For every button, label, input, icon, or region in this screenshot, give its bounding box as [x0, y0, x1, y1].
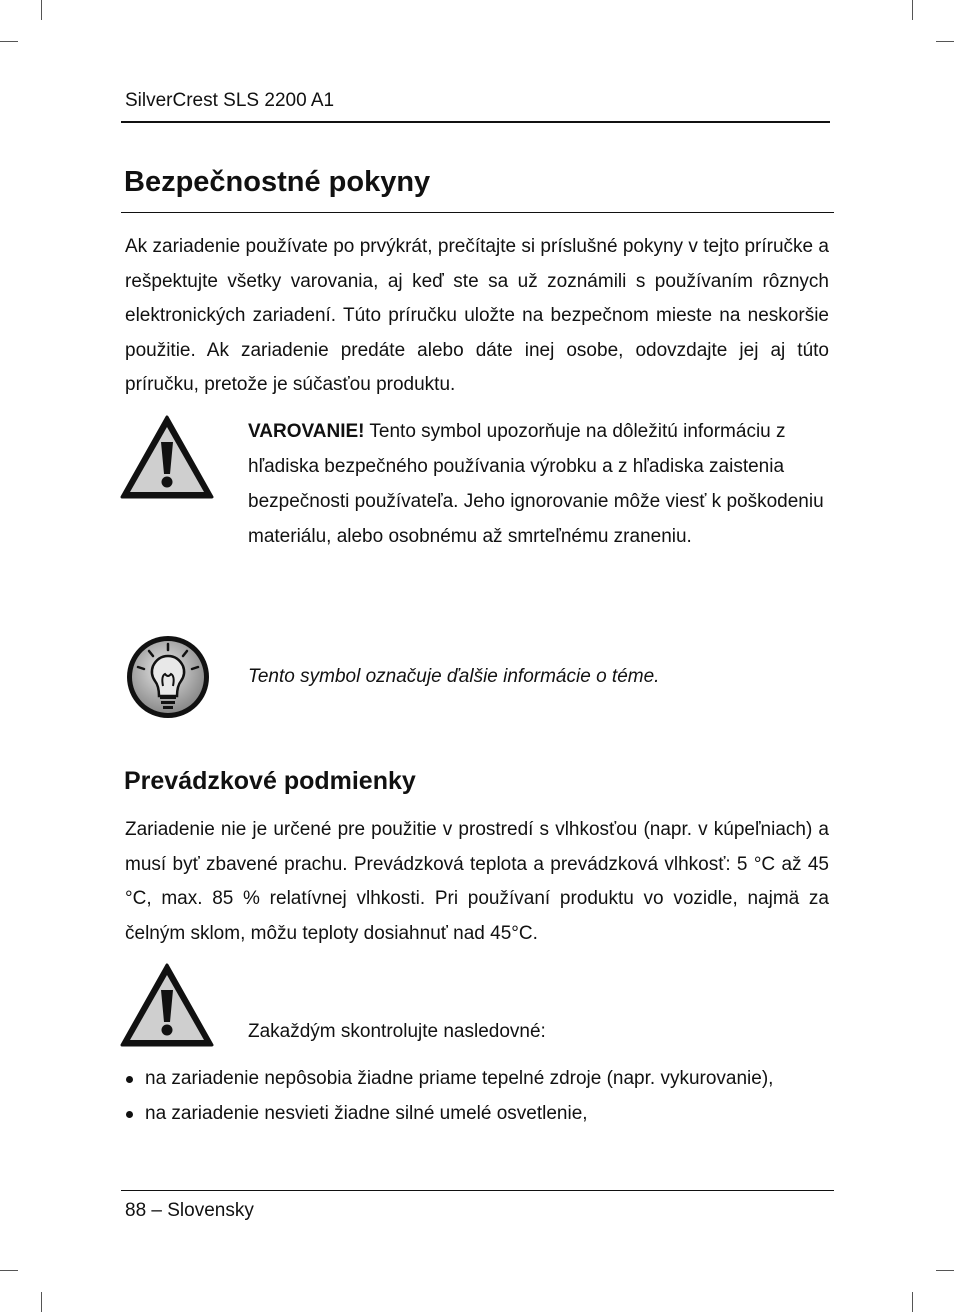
crop-mark	[41, 0, 42, 20]
title-rule	[121, 212, 834, 213]
crop-mark	[936, 1270, 954, 1271]
operating-paragraph: Zariadenie nie je určené pre použitie v prostredí s vlhkosťou (napr. v kúpeľniach) a musí byť zbavené prachu. Prevádzková teplota a prevádzková vlhkosť: 5 °C až 45 °C, max. 85 % relatívnej vlhkosti. Pri používaní produktu vo vozidle, najmä za čelným sklom, môžu teploty dosiahnuť nad 45°C.	[125, 819, 829, 944]
warning-triangle-icon	[119, 414, 215, 500]
warning-label: VAROVANIE!	[248, 421, 365, 442]
list-item: na zariadenie nesvieti žiadne silné umelé osvetlenie,	[125, 1097, 773, 1132]
crop-mark	[0, 1270, 18, 1271]
crop-mark	[936, 41, 954, 42]
lightbulb-icon	[125, 634, 211, 720]
header-rule	[121, 121, 830, 123]
page-footer: 88 – Slovensky	[125, 1200, 254, 1221]
warning-notice	[248, 414, 828, 554]
section-title-safety: Bezpečnostné pokyny	[124, 166, 431, 198]
section-title-operating: Prevádzkové podmienky	[124, 767, 416, 795]
check-intro: Zakaždým skontrolujte nasledovné:	[248, 1021, 546, 1042]
list-item: na zariadenie nepôsobia žiadne priame tepelné zdroje (napr. vykurovanie),	[125, 1062, 773, 1097]
warning-text: Tento symbol upozorňuje na dôležitú informáciu z hľadiska bezpečného používania výrobku a z hľadiska zaistenia bezpečnosti používateľa. Jeho ignorovanie môže viesť k poškodeniu materiálu, alebo osobnému až smrteľnému zraneniu.	[248, 421, 824, 547]
footer-rule	[121, 1190, 834, 1191]
crop-mark	[912, 1292, 913, 1312]
check-list	[125, 1062, 773, 1131]
crop-mark	[0, 41, 18, 42]
crop-mark	[912, 0, 913, 20]
running-header: SilverCrest SLS 2200 A1	[125, 90, 335, 111]
crop-mark	[41, 1292, 42, 1312]
info-note: Tento symbol označuje ďalšie informácie o téme.	[248, 666, 660, 687]
warning-triangle-icon	[119, 962, 215, 1048]
safety-intro-paragraph: Ak zariadenie používate po prvýkrát, prečítajte si príslušné pokyny v tejto príručke a rešpektujte všetky varovania, aj keď ste sa už zoznámili s používaním rôznych elektronických zariadení. Túto príručku uložte na bezpečnom mieste na neskoršie použitie. Ak zariadenie predáte alebo dáte inej osobe, odovzdajte jej aj túto príručku, pretože je súčasťou produktu.	[125, 236, 829, 395]
